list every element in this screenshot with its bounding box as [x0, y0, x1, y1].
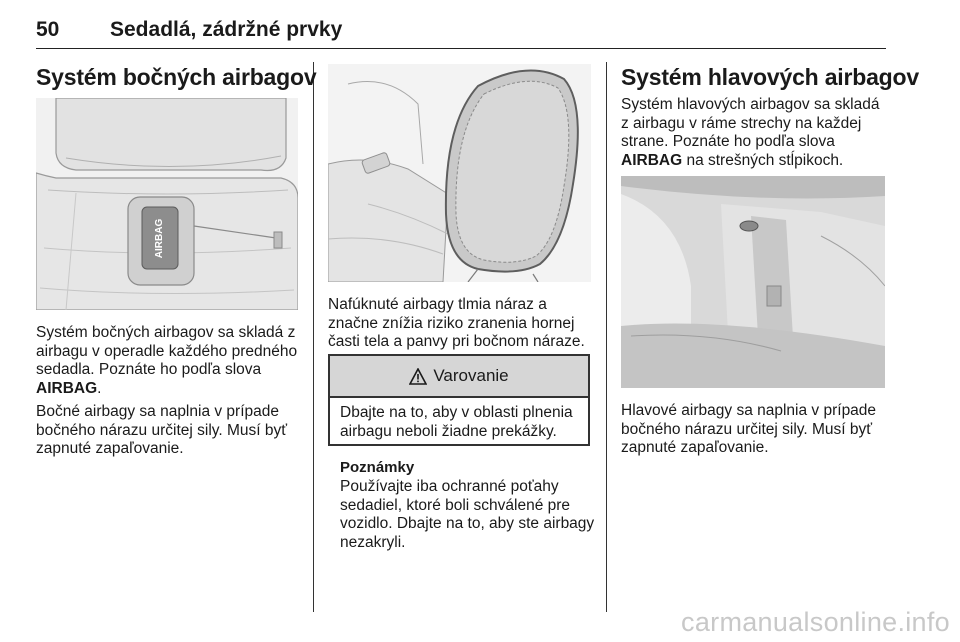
column-divider-right — [606, 62, 607, 612]
warning-title: Varovanie — [433, 366, 509, 385]
side-airbag-seat-illustration — [36, 98, 298, 310]
side-airbag-heading: Systém bočných airbagov — [36, 64, 317, 90]
page-number: 50 — [36, 18, 60, 41]
side-airbag-p1-text: Systém bočných airbagov sa skladá z airbagu v operadle každého predného sedadla. Poznáte ho podľa slova — [36, 324, 298, 378]
head-airbag-p1-text: Systém hlavových airbagov sa skladá z airbagu v ráme strechy na každej strane. Poznáte ho podľa slova — [621, 96, 880, 150]
header-divider — [36, 48, 886, 49]
head-airbag-p1-end: na strešných stĺpikoch. — [682, 151, 844, 169]
warning-box — [328, 354, 590, 446]
head-airbag-heading: Systém hlavových airbagov — [621, 64, 919, 90]
inflated-airbag-caption: Nafúknuté airbagy tlmia náraz a značne znížia riziko zranenia hornej časti tela a panvy pri bočnom náraze. — [328, 296, 585, 350]
watermark: carmanualsonline.info — [681, 607, 950, 637]
airbag-badge-label: AIRBAG — [154, 218, 166, 258]
side-airbag-paragraph-1 — [36, 324, 298, 398]
airbag-badge — [146, 210, 174, 266]
section-title: Sedadlá, zádržné prvky — [110, 18, 343, 41]
note-text: Používajte iba ochranné poťahy sedadiel, ktoré boli schválené pre vozidlo. Dbajte na to, aby ste airbagy nezakryli. — [340, 478, 595, 551]
inflated-airbag-illustration — [328, 64, 591, 282]
head-airbag-paragraph-1 — [621, 96, 889, 170]
side-airbag-paragraph-2: Bočné airbagy sa naplnia v prípade bočného nárazu určitej sily. Musí byť zapnuté zapaľovanie. — [36, 403, 288, 457]
warning-text: Dbajte na to, aby v oblasti plnenia airbagu neboli žiadne prekážky. — [340, 404, 573, 440]
note-heading: Poznámky — [340, 459, 415, 476]
warning-header — [330, 356, 588, 398]
side-airbag-p1-keyword: AIRBAG — [36, 379, 98, 397]
head-airbag-p1-keyword: AIRBAG — [621, 151, 683, 169]
head-airbag-paragraph-2: Hlavové airbagy sa naplnia v prípade bočného nárazu určitej sily. Musí byť zapnuté zapaľovanie. — [621, 402, 877, 456]
warning-triangle-icon — [409, 368, 427, 385]
column-divider-left — [313, 62, 314, 612]
head-airbag-pillar-photo — [621, 176, 885, 388]
side-airbag-p1-end: . — [97, 379, 102, 397]
